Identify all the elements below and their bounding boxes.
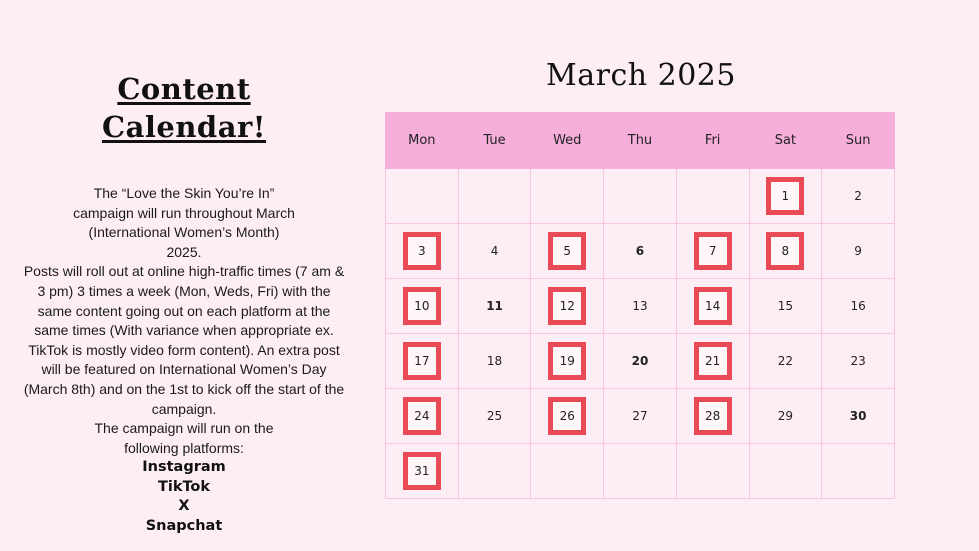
day-cell	[386, 224, 459, 279]
day-cell	[458, 224, 531, 279]
day-cell	[604, 389, 677, 444]
day-cell	[458, 279, 531, 334]
empty-day-cell	[676, 444, 749, 499]
empty-day-cell	[604, 169, 677, 224]
posting-day-marker: 8	[766, 232, 804, 270]
posting-day-marker: 31	[403, 452, 441, 490]
day-number: 11	[486, 299, 503, 313]
empty-day-cell	[604, 444, 677, 499]
day-cell	[822, 224, 895, 279]
posting-day-marker: 10	[403, 287, 441, 325]
day-number: 23	[850, 354, 866, 368]
empty-day-cell	[386, 169, 459, 224]
day-cell	[604, 334, 677, 389]
posting-day-marker: 26	[548, 397, 586, 435]
description-line: will be featured on International Women’s Day	[41, 361, 327, 378]
day-cell	[676, 279, 749, 334]
posting-day-marker: 19	[548, 342, 586, 380]
empty-day-cell	[822, 444, 895, 499]
day-number: 16	[850, 299, 866, 313]
day-cell	[749, 224, 822, 279]
day-cell	[604, 224, 677, 279]
empty-day-cell	[676, 169, 749, 224]
posting-day-marker: 7	[694, 232, 732, 270]
posting-day-marker: 3	[403, 232, 441, 270]
day-number: 6	[635, 244, 645, 258]
posting-day-marker: 1	[766, 177, 804, 215]
platform-item: Instagram	[142, 459, 226, 476]
weekday-header: Sat	[749, 113, 822, 169]
day-cell	[676, 334, 749, 389]
description-line: TikTok is mostly video form content). An extra post	[28, 341, 340, 358]
weekday-header: Thu	[604, 113, 677, 169]
info-panel	[8, 70, 360, 536]
day-cell	[676, 224, 749, 279]
day-cell	[749, 279, 822, 334]
day-cell	[749, 334, 822, 389]
calendar-body	[386, 169, 895, 499]
day-cell	[676, 389, 749, 444]
empty-day-cell	[531, 169, 604, 224]
day-cell	[386, 389, 459, 444]
platform-item: Snapchat	[145, 517, 223, 534]
week-row	[386, 224, 895, 279]
empty-day-cell	[749, 444, 822, 499]
day-number: 25	[486, 409, 503, 423]
weekday-header: Wed	[531, 113, 604, 169]
day-number: 13	[632, 299, 648, 313]
heading-line-2: Calendar!	[102, 110, 266, 144]
description-line: The “Love the Skin You’re In”	[93, 185, 275, 201]
empty-day-cell	[531, 444, 604, 499]
campaign-description	[8, 184, 360, 458]
day-cell	[822, 169, 895, 224]
day-cell	[458, 389, 531, 444]
description-line: following platforms:	[124, 439, 244, 456]
page-heading	[8, 70, 360, 146]
day-number: 4	[490, 244, 499, 258]
day-number: 9	[854, 244, 862, 258]
week-row	[386, 334, 895, 389]
heading-line-1: Content	[117, 72, 251, 106]
day-cell	[531, 224, 604, 279]
weekday-header: Sun	[822, 113, 895, 169]
description-line: Posts will roll out at online high-traffic times (7 am &	[23, 263, 345, 280]
day-cell	[749, 169, 822, 224]
day-number: 29	[777, 409, 793, 423]
description-line: 3 pm) 3 times a week (Mon, Weds, Fri) with the	[37, 282, 331, 299]
day-cell	[749, 389, 822, 444]
description-line: same times (With variance when appropriate ex.	[34, 322, 334, 339]
posting-day-marker: 24	[403, 397, 441, 435]
day-number: 30	[849, 409, 867, 423]
week-row	[386, 169, 895, 224]
day-cell	[386, 279, 459, 334]
day-cell	[531, 334, 604, 389]
day-cell	[604, 279, 677, 334]
calendar-title: March 2025	[546, 58, 736, 93]
posting-day-marker: 12	[548, 287, 586, 325]
month-calendar	[385, 112, 895, 499]
day-cell	[458, 334, 531, 389]
empty-day-cell	[458, 444, 531, 499]
day-cell	[822, 389, 895, 444]
day-number: 18	[486, 354, 503, 368]
description-line: 2025.	[166, 243, 202, 260]
day-number: 2	[854, 189, 862, 203]
day-number: 27	[632, 409, 648, 423]
description-line: same content going out on each platform at the	[37, 302, 331, 319]
description-line: campaign will run throughout March	[73, 204, 295, 221]
platform-item: TikTok	[157, 478, 211, 495]
day-number: 20	[631, 354, 649, 368]
day-number: 15	[777, 299, 793, 313]
day-cell	[386, 334, 459, 389]
posting-day-marker: 28	[694, 397, 732, 435]
week-row	[386, 444, 895, 499]
week-row	[386, 279, 895, 334]
posting-day-marker: 21	[694, 342, 732, 380]
description-line: (March 8th) and on the 1st to kick off the start of the	[23, 380, 345, 397]
platform-item: X	[178, 498, 190, 515]
week-row	[386, 389, 895, 444]
weekday-header-row	[386, 113, 895, 169]
day-cell	[531, 389, 604, 444]
description-line: The campaign will run on the	[94, 420, 274, 437]
weekday-header: Tue	[458, 113, 531, 169]
posting-day-marker: 5	[548, 232, 586, 270]
day-cell	[531, 279, 604, 334]
day-cell	[386, 444, 459, 499]
day-cell	[822, 334, 895, 389]
posting-day-marker: 14	[694, 287, 732, 325]
description-line: (International Women’s Month)	[88, 224, 280, 241]
weekday-header: Mon	[386, 113, 459, 169]
empty-day-cell	[458, 169, 531, 224]
platform-list	[8, 458, 360, 536]
posting-day-marker: 17	[403, 342, 441, 380]
weekday-header: Fri	[676, 113, 749, 169]
day-number: 22	[777, 354, 793, 368]
description-line: campaign.	[151, 400, 217, 417]
day-cell	[822, 279, 895, 334]
